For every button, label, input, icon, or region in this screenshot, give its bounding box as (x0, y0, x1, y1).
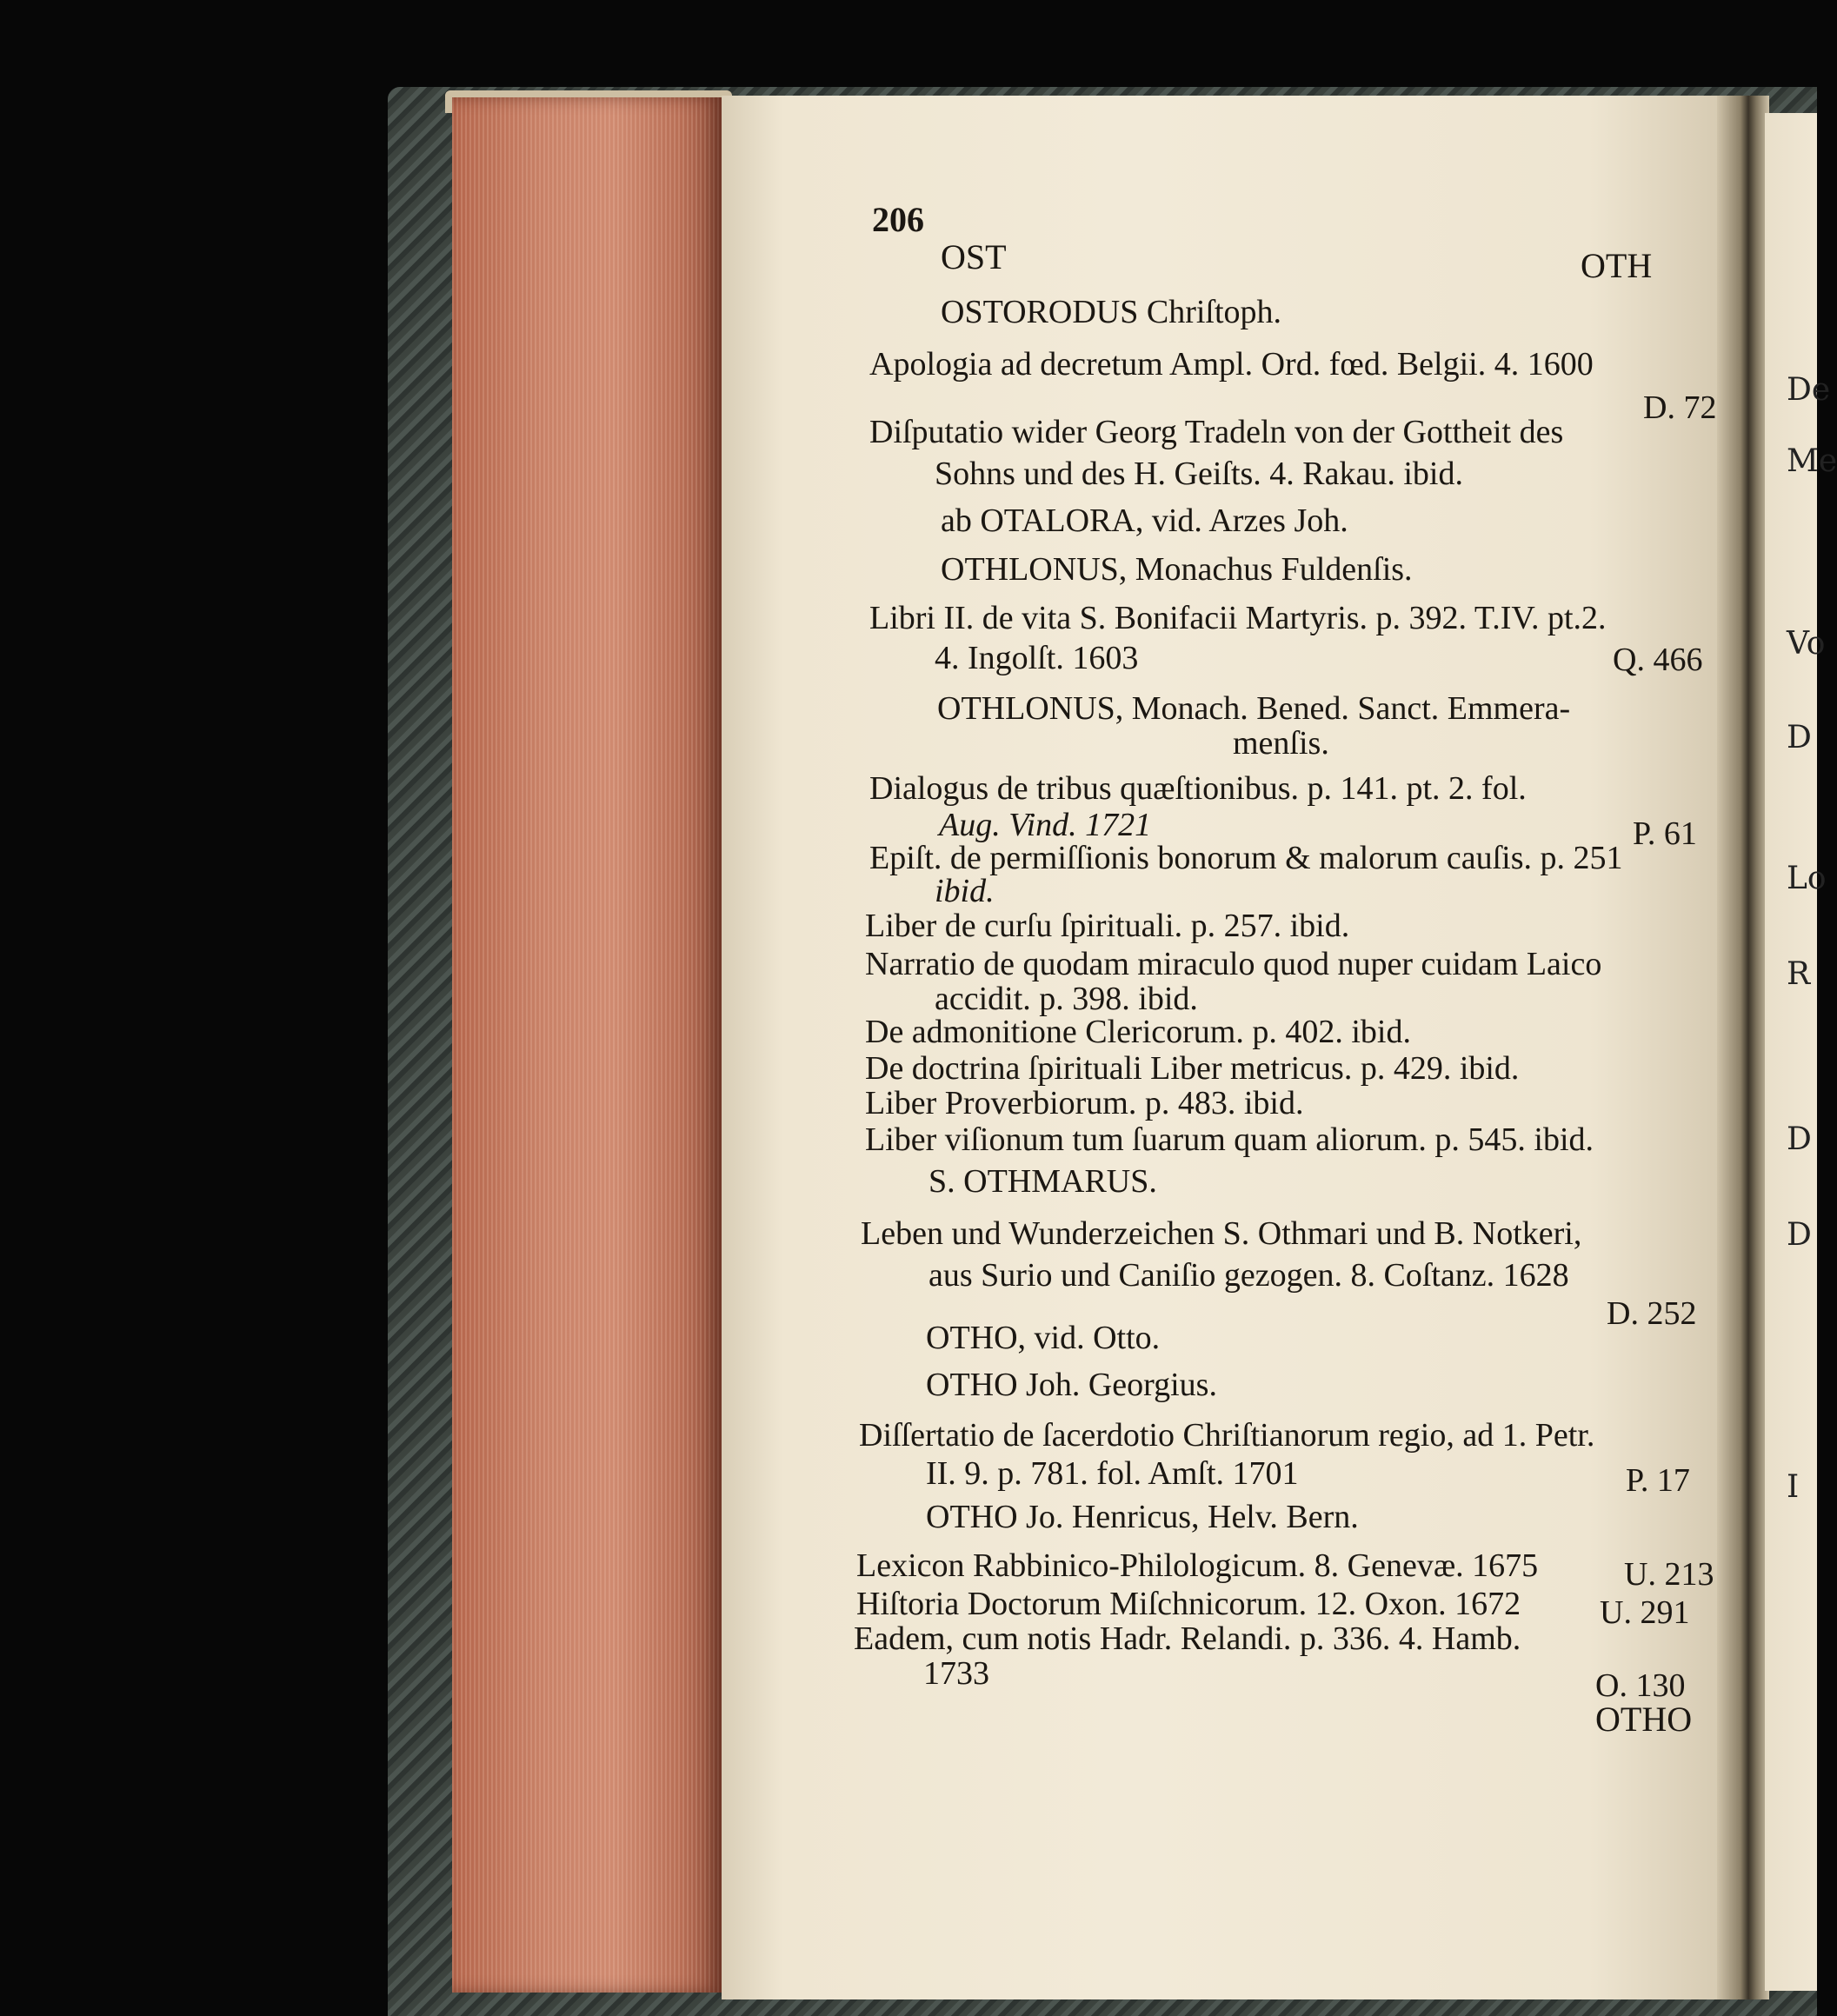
author-heading: menſis. (1233, 725, 1329, 762)
author-heading: OTHO, vid. Otto. (926, 1320, 1161, 1356)
facing-page-fragment: Me (1787, 443, 1837, 479)
shelfmark: D. 72 (1643, 389, 1717, 426)
entry-line: accidit. p. 398. ibid. (935, 981, 1198, 1017)
author-heading: S. OTHMARUS. (928, 1163, 1157, 1200)
page-number: 206 (872, 200, 924, 239)
entry-line: Sohns und des H. Geiſts. 4. Rakau. ibid. (935, 456, 1463, 492)
entry-line: Epiſt. de permiſſionis bonorum & malorum cauſis. p. 251 (869, 840, 1623, 876)
entry-line: Narratio de quodam miraculo quod nuper cuidam Laico (865, 946, 1602, 982)
entry-line: aus Surio und Caniſio gezogen. 8. Coſtanz. 1628 (928, 1257, 1569, 1294)
facing-page-fragment: De (1787, 372, 1831, 408)
book-gutter (1717, 96, 1769, 1999)
shelfmark: P. 17 (1626, 1462, 1690, 1499)
entry-line: Apologia ad decretum Ampl. Ord. fœd. Belgii. 4. 1600 (869, 346, 1594, 383)
shelfmark: Q. 466 (1613, 642, 1703, 678)
catchword: OTHO (1595, 1700, 1693, 1739)
entry-line: Liber viſionum tum ſuarum quam aliorum. p. 545. ibid. (865, 1121, 1594, 1158)
author-heading: ab OTALORA, vid. Arzes Joh. (941, 502, 1348, 539)
author-heading: OTHO Joh. Georgius. (926, 1367, 1217, 1403)
facing-page-fragment: R (1787, 956, 1811, 992)
entry-line: Libri II. de vita S. Bonifacii Martyris. p. 392. T.IV. pt.2. (869, 600, 1607, 636)
facing-page-fragment: D (1787, 1121, 1812, 1157)
entry-line: Hiſtoria Doctorum Miſchnicorum. 12. Oxon. 1672 (856, 1586, 1521, 1622)
entry-line: Aug. Vind. 1721 (939, 807, 1152, 843)
page-edges (452, 97, 722, 1993)
shelfmark: U. 213 (1624, 1556, 1714, 1593)
entry-line: Leben und Wunderzeichen S. Othmari und B. Notkeri, (861, 1215, 1582, 1252)
author-heading: OSTORODUS Chriſtoph. (941, 294, 1282, 330)
shelfmark: U. 291 (1600, 1594, 1690, 1631)
entry-line: ibid. (935, 873, 995, 909)
entry-line: Liber de curſu ſpirituali. p. 257. ibid. (865, 908, 1350, 944)
shelfmark: O. 130 (1595, 1667, 1686, 1704)
running-head-right: OTH (1581, 246, 1653, 285)
facing-page-fragment: I (1787, 1469, 1800, 1505)
facing-page-fragment: Lo (1787, 861, 1827, 896)
entry-line: Dialogus de tribus quæſtionibus. p. 141. pt. 2. fol. (869, 770, 1527, 807)
shelfmark: P. 61 (1633, 815, 1697, 852)
shelfmark: D. 252 (1607, 1295, 1697, 1332)
facing-page-fragment: D (1787, 720, 1812, 755)
entry-line: De doctrina ſpirituali Liber metricus. p. 429. ibid. (865, 1050, 1520, 1087)
entry-line: Diſſertatio de ſacerdotio Chriſtianorum regio, ad 1. Petr. (859, 1417, 1595, 1454)
entry-line: Diſputatio wider Georg Tradeln von der Gottheit des (869, 414, 1564, 450)
entry-line: Lexicon Rabbinico-Philologicum. 8. Genevæ. 1675 (856, 1547, 1539, 1584)
author-heading: OTHLONUS, Monachus Fuldenſis. (941, 551, 1413, 588)
running-head-left: OST (941, 237, 1007, 276)
entry-line: 4. Ingolſt. 1603 (935, 640, 1139, 676)
entry-line: 1733 (923, 1655, 989, 1692)
facing-page-fragment: D (1787, 1217, 1812, 1253)
entry-line: Eadem, cum notis Hadr. Relandi. p. 336. 4. Hamb. (854, 1620, 1521, 1657)
entry-line: Liber Proverbiorum. p. 483. ibid. (865, 1085, 1304, 1121)
author-heading: OTHO Jo. Henricus, Helv. Bern. (926, 1499, 1359, 1535)
facing-page-fragment: Vo (1787, 626, 1826, 662)
entry-line: De admonitione Clericorum. p. 402. ibid. (865, 1014, 1411, 1050)
author-heading: OTHLONUS, Monach. Bened. Sanct. Emmera- (937, 690, 1571, 727)
entry-line: II. 9. p. 781. fol. Amſt. 1701 (926, 1455, 1299, 1492)
